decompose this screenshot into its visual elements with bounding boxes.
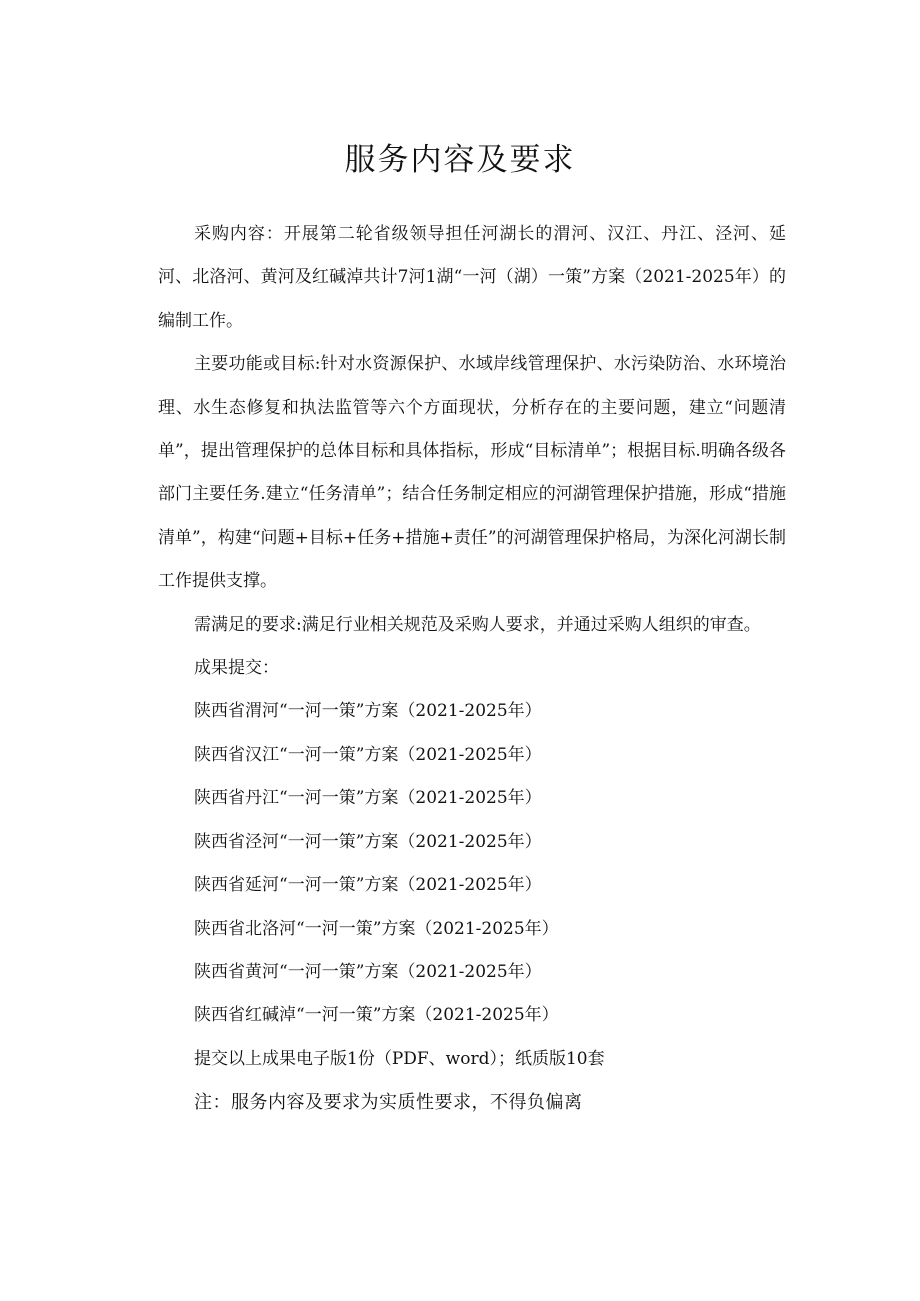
deliverable-item: 陕西省延河“一河一策”方案（2021-2025年） — [194, 875, 542, 896]
procurement-paragraph: 采购内容：开展第二轮省级领导担任河湖长的渭河、汉江、丹江、泾河、延河、北洛河、黄河及红碱淖共计7河1湖“一河（湖）一策”方案（2021-2025年）的编制工作。 — [158, 224, 786, 331]
objectives-paragraph: 主要功能或目标:针对水资源保护、水域岸线管理保护、水污染防治、水环境治理、水生态修复和执法监管等六个方面现状，分析存在的主要问题，建立“问题清单”，提出管理保护的总体目标和具体指标，形成“目标清单”；根据目标.明确各级各部门主要任务.建立“任务清单”；结合任务制定相应的河湖管理保护措施，形成“措施清单”，构建“问题+目标+任务+措施+责任”的河湖管理保护格局，为深化河湖长制工作提供支撑。 — [158, 354, 786, 592]
page-title: 服务内容及要求 — [344, 142, 576, 178]
deliverable-item: 陕西省汉江“一河一策”方案（2021-2025年） — [194, 744, 542, 765]
deliverable-item: 陕西省泾河“一河一策”方案（2021-2025年） — [194, 831, 542, 852]
document-body — [158, 213, 786, 1125]
deliverable-item: 陕西省丹江“一河一策”方案（2021-2025年） — [194, 788, 542, 809]
deliverables-heading: 成果提交： — [194, 658, 279, 679]
deliverable-item: 陕西省黄河“一河一策”方案（2021-2025年） — [194, 961, 542, 982]
deliverable-item: 陕西省北洛河“一河一策”方案（2021-2025年） — [194, 918, 559, 939]
submission-line: 提交以上成果电子版1份（PDF、word）；纸质版10套 — [194, 1048, 605, 1069]
deliverable-item: 陕西省渭河“一河一策”方案（2021-2025年） — [194, 701, 542, 722]
deliverable-item: 陕西省红碱淖“一河一策”方案（2021-2025年） — [194, 1005, 559, 1026]
requirements-paragraph: 需满足的要求:满足行业相关规范及采购人要求，并通过采购人组织的审查。 — [194, 614, 761, 635]
note-line: 注：服务内容及要求为实质性要求，不得负偏离 — [194, 1092, 583, 1114]
